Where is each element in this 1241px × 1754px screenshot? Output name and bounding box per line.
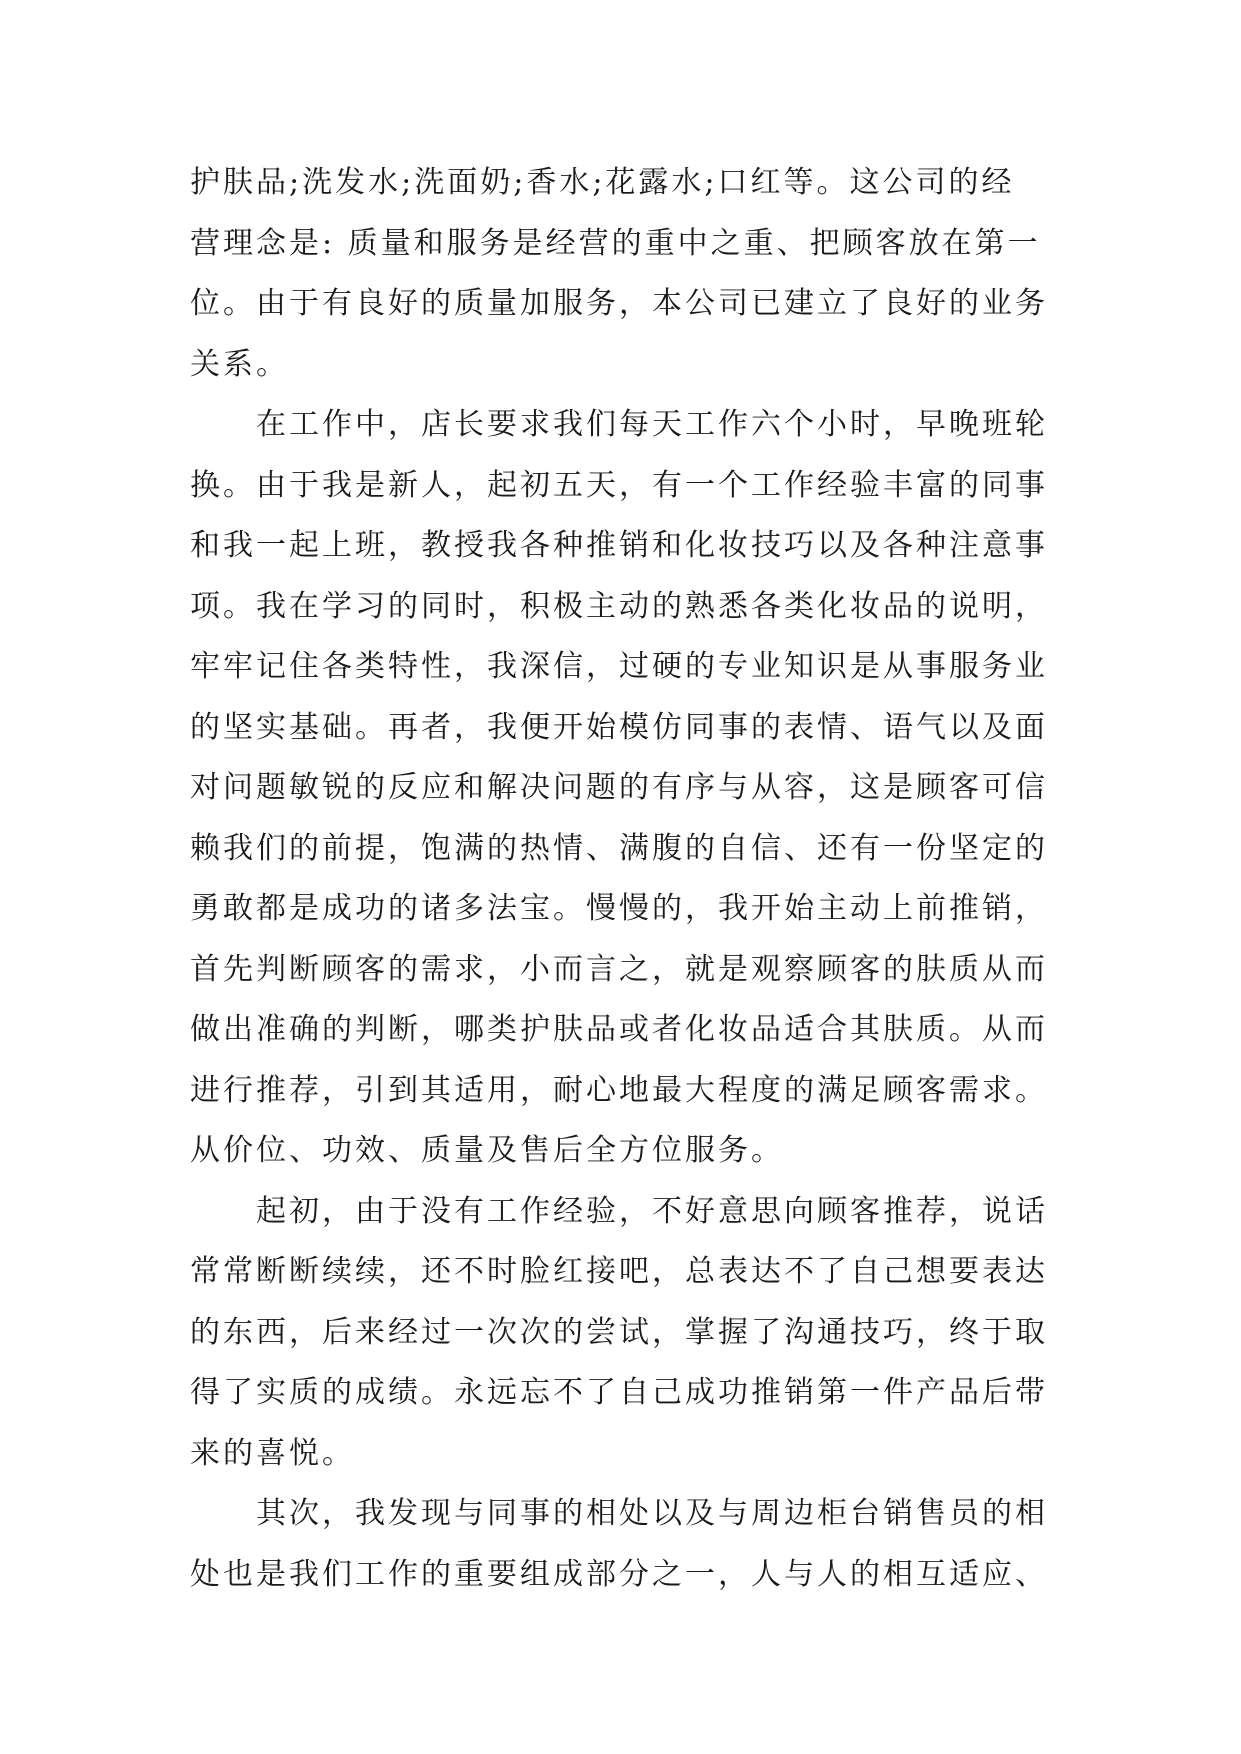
text-line: 赖我们的前提，饱满的热情、满腹的自信、还有一份坚定的 bbox=[190, 830, 1048, 866]
text-line: 来的喜悦。 bbox=[190, 1435, 355, 1471]
text-line: 进行推荐，引到其适用，耐心地最大程度的满足顾客需求。 bbox=[190, 1072, 1048, 1108]
text-line: 首先判断顾客的需求，小而言之，就是观察顾客的肤质从而 bbox=[190, 951, 1048, 987]
text-line: 的东西，后来经过一次次的尝试，掌握了沟通技巧，终于取 bbox=[190, 1314, 1048, 1350]
text-line: 处也是我们工作的重要组成部分之一，人与人的相互适应、 bbox=[190, 1556, 1048, 1592]
text-line: 其次，我发现与同事的相处以及与周边柜台销售员的相 bbox=[190, 1496, 1048, 1531]
text-line: 换。由于我是新人，起初五天，有一个工作经验丰富的同事 bbox=[190, 467, 1048, 503]
text-line: 在工作中，店长要求我们每天工作六个小时，早晚班轮 bbox=[190, 407, 1048, 442]
text-line: 牢牢记住各类特性，我深信，过硬的专业知识是从事服务业 bbox=[190, 649, 1048, 684]
text-line: 常常断断续续，还不时脸红接吧，总表达不了自己想要表达 bbox=[190, 1254, 1048, 1289]
text-line: 护肤品;洗发水;洗面奶;香水;花露水;口红等。这公司的经 bbox=[190, 165, 1015, 200]
text-line: 营理念是: 质量和服务是经营的重中之重、把顾客放在第一 bbox=[190, 225, 1041, 261]
text-line: 起初，由于没有工作经验，不好意思向顾客推荐，说话 bbox=[190, 1193, 1048, 1229]
text-line: 和我一起上班，教授我各种推销和化妆技巧以及各种注意事 bbox=[190, 528, 1048, 563]
text-line: 做出准确的判断，哪类护肤品或者化妆品适合其肤质。从而 bbox=[190, 1012, 1048, 1047]
text-line: 位。由于有良好的质量加服务，本公司已建立了良好的业务 bbox=[190, 286, 1048, 321]
document-body bbox=[190, 153, 1050, 1605]
text-line: 关系。 bbox=[190, 346, 289, 382]
text-line: 从价位、功效、质量及售后全方位服务。 bbox=[190, 1133, 784, 1168]
text-line: 的坚实基础。再者，我便开始模仿同事的表情、语气以及面 bbox=[190, 709, 1048, 745]
text-line: 对问题敏锐的反应和解决问题的有序与从容，这是顾客可信 bbox=[190, 770, 1048, 805]
text-line: 项。我在学习的同时，积极主动的熟悉各类化妆品的说明， bbox=[190, 588, 1048, 624]
text-line: 得了实质的成绩。永远忘不了自己成功推销第一件产品后带 bbox=[190, 1375, 1048, 1410]
text-line: 勇敢都是成功的诸多法宝。慢慢的，我开始主动上前推销， bbox=[190, 891, 1048, 926]
